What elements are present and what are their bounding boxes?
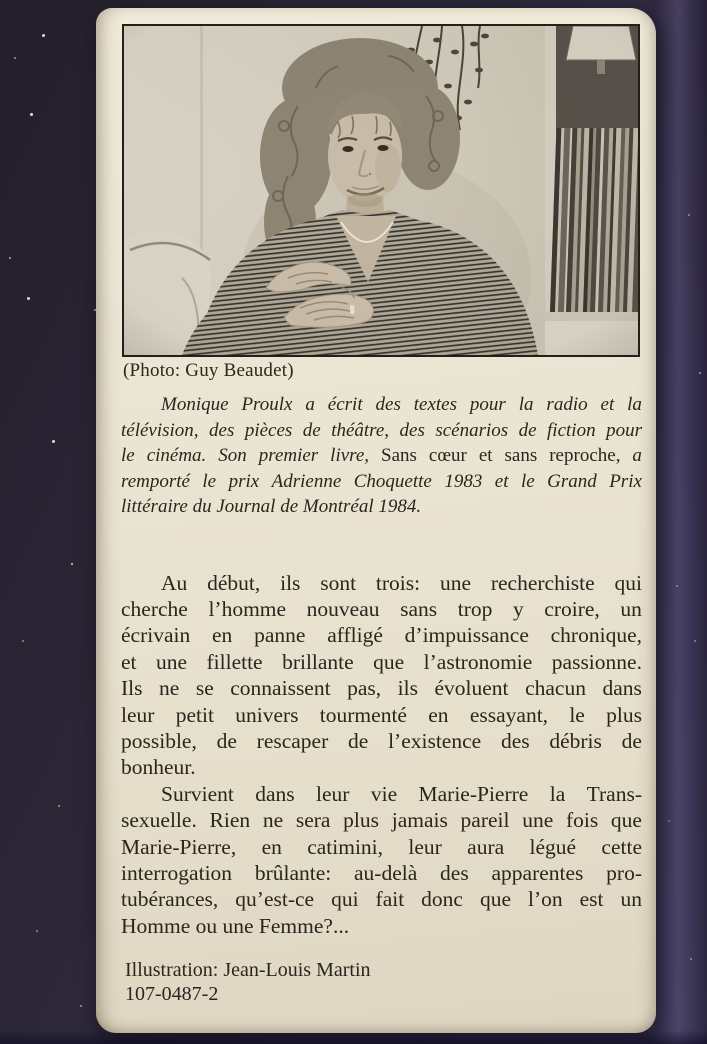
synopsis-paragraph-1 <box>121 570 642 781</box>
book-spine-gloss <box>655 0 707 1044</box>
star-speck <box>80 1005 82 1007</box>
credits <box>125 958 371 1006</box>
illustration-credit: Illustration: Jean-Louis Martin <box>125 959 371 981</box>
synopsis-paragraph-2 <box>121 781 642 939</box>
text-line: interrogation brûlante: au-delà des apparentes pro- <box>121 860 642 885</box>
star-speck <box>71 563 73 565</box>
text-line: Ils ne se connaissent pas, ils évoluent chacun dans <box>121 676 642 701</box>
star-speck <box>688 214 690 216</box>
text-line: Au début, ils sont trois: une recherchiste qui <box>161 570 642 595</box>
back-cover-text <box>121 392 642 939</box>
text-line: Monique Proulx a écrit des textes pour la radio et la <box>161 394 642 415</box>
text-line: possible, de rescaper de l’existence des débris de <box>121 728 642 753</box>
star-speck <box>42 34 45 37</box>
star-speck <box>27 297 30 300</box>
text-line: Homme ou une Femme?... <box>121 913 350 938</box>
photo-vignette <box>124 26 638 355</box>
text-line: et une fillette brillante que l’astronomie passionne. <box>121 649 642 674</box>
star-speck <box>668 820 670 822</box>
text-line: littéraire du Journal de Montréal 1984. <box>121 496 422 517</box>
text-line: leur petit univers tourmenté en essayant, le plus <box>121 702 642 727</box>
author-photo-frame <box>122 24 640 357</box>
author-photo <box>124 26 638 355</box>
text-line: sexuelle. Rien ne sera plus jamais pareil une fois que <box>121 808 642 833</box>
star-speck <box>694 640 696 642</box>
text-line: le cinéma. Son premier livre, Sans cœur et sans reproche, a <box>121 445 642 466</box>
text-line: remporté le prix Adrienne Choquette 1983 et le Grand Prix <box>121 470 642 492</box>
star-speck <box>30 113 33 116</box>
text-line: cherche l’homme nouveau sans trop y croire, un <box>121 596 642 621</box>
star-speck <box>9 257 11 259</box>
text-line: Survient dans leur vie Marie-Pierre la Trans- <box>161 781 642 806</box>
star-speck <box>22 640 24 642</box>
photo-caption: (Photo: Guy Beaudet) <box>123 360 294 381</box>
star-speck <box>52 440 55 443</box>
star-speck <box>58 805 60 807</box>
text-line: tubérances, qu’est-ce qui fait donc que l’on est un <box>121 887 642 912</box>
text-line: télévision, des pièces de théâtre, des scénarios de fiction pour <box>121 419 642 441</box>
author-bio-paragraph <box>121 392 642 520</box>
back-cover <box>96 8 656 1033</box>
text-line: Marie-Pierre, en catimini, leur aura légué cette <box>121 834 642 859</box>
text-line: bonheur. <box>121 755 196 780</box>
star-speck <box>690 958 692 960</box>
catalog-number: 107-0487-2 <box>125 983 219 1005</box>
text-line: écrivain en panne affligé d’impuissance chronique, <box>121 623 642 648</box>
star-speck <box>699 372 701 374</box>
star-speck <box>676 585 678 587</box>
star-speck <box>36 930 38 932</box>
star-speck <box>14 57 16 59</box>
